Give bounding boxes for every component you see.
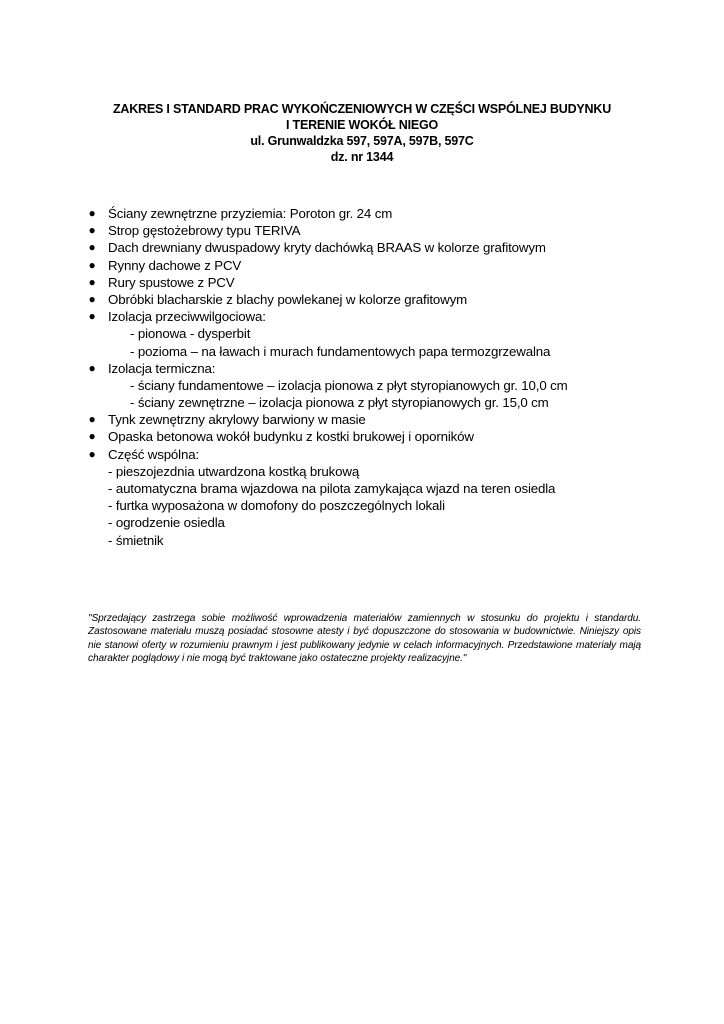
list-subitem-text: - automatyczna brama wjazdowa na pilota zamykająca wjazd na teren osiedla [108, 481, 556, 496]
bullet-icon: ● [88, 446, 96, 461]
list-item [0, 274, 724, 291]
list-item-text: Rynny dachowe z PCV [108, 257, 242, 273]
list-item [0, 291, 724, 308]
document-address: ul. Grunwaldzka 597, 597A, 597B, 597C [250, 134, 474, 148]
list-subitem [0, 497, 724, 514]
list-subitem-text: - pozioma – na ławach i murach fundamentowych papa termozgrzewalna [130, 343, 551, 359]
list-item-text: Obróbki blacharskie z blachy powlekanej w kolorze grafitowym [108, 291, 468, 307]
bullet-icon: ● [88, 412, 96, 427]
list-item-text: Część wspólna: [108, 446, 200, 462]
bullet-icon: ● [88, 429, 96, 444]
list-subitem [0, 377, 724, 394]
list-subitem-text: - ogrodzenie osiedla [108, 515, 225, 531]
list-subitem-text: - ściany fundamentowe – izolacja pionowa z płyt styropianowych gr. 10,0 cm [130, 377, 568, 393]
list-item-text: Rury spustowe z PCV [108, 274, 235, 290]
list-item [0, 257, 724, 274]
list-subitem-text: - ściany zewnętrzne – izolacja pionowa z płyt styropianowych gr. 15,0 cm [130, 395, 549, 411]
list-subitem [0, 514, 724, 531]
list-item-text: Opaska betonowa wokół budynku z kostki brukowej i oporników [108, 429, 474, 445]
list-item [0, 222, 724, 239]
list-subitem-text: - pieszojezdnia utwardzona kostką brukową [108, 463, 360, 479]
list-item-text: Tynk zewnętrzny akrylowy barwiony w masie [108, 412, 366, 428]
list-item [0, 446, 724, 463]
bullet-icon: ● [88, 360, 96, 375]
bullet-icon: ● [88, 274, 96, 289]
list-item [0, 205, 724, 222]
list-item-text: Izolacja przeciwwilgociowa: [108, 309, 266, 325]
document-title-line-1: ZAKRES I STANDARD PRAC WYKOŃCZENIOWYCH W CZĘŚCI WSPÓLNEJ BUDYNKU [112, 102, 612, 116]
list-item [0, 360, 724, 377]
list-item [0, 308, 724, 325]
list-item [0, 239, 724, 256]
document-header [0, 101, 724, 165]
bullet-icon: ● [88, 257, 96, 272]
document-title-line-2: I TERENIE WOKÓŁ NIEGO [285, 118, 439, 132]
list-item-text: Strop gęstożebrowy typu TERIVA [108, 223, 301, 239]
list-subitem [0, 343, 724, 360]
bullet-icon: ● [88, 223, 96, 238]
bullet-icon: ● [88, 206, 96, 220]
list-subitem [0, 463, 724, 480]
list-subitem [0, 532, 724, 549]
list-subitem-text: - śmietnik [108, 532, 164, 548]
document-plot-number: dz. nr 1344 [330, 150, 394, 164]
list-item [0, 428, 724, 445]
list-item-text: Ściany zewnętrzne przyziemia: Poroton gr. 24 cm [108, 206, 393, 221]
bullet-icon: ● [88, 240, 96, 255]
list-item-text: Dach drewniany dwuspadowy kryty dachówką BRAAS w kolorze grafitowym [108, 240, 546, 256]
bullet-icon: ● [88, 309, 96, 324]
specification-list [0, 205, 724, 549]
list-subitem-text: - furtka wyposażona w domofony do poszczególnych lokali [108, 498, 445, 514]
list-subitem-text: - pionowa - dysperbit [130, 326, 251, 342]
list-subitem [0, 480, 724, 497]
list-subitem [0, 394, 724, 411]
list-item-text: Izolacja termiczna: [108, 360, 216, 376]
bullet-icon: ● [88, 291, 96, 306]
list-subitem [0, 325, 724, 342]
list-item [0, 411, 724, 428]
disclaimer-note: "Sprzedający zastrzega sobie możliwość wprowadzenia materiałów zamiennych w stosunku do projektu i standardu. Zastosowane materiału muszą posiadać stosowne atesty i być dopuszczone do stosowania w budownictwie. Niniejszy opis nie stanowi oferty w rozumieniu prawnym i jest publikowany jedynie w celach informacyjnych. Przedstawione materiały mają charakter poglądowy i nie mogą być traktowane jako ostateczne projekty realizacyjne." [88, 613, 641, 664]
